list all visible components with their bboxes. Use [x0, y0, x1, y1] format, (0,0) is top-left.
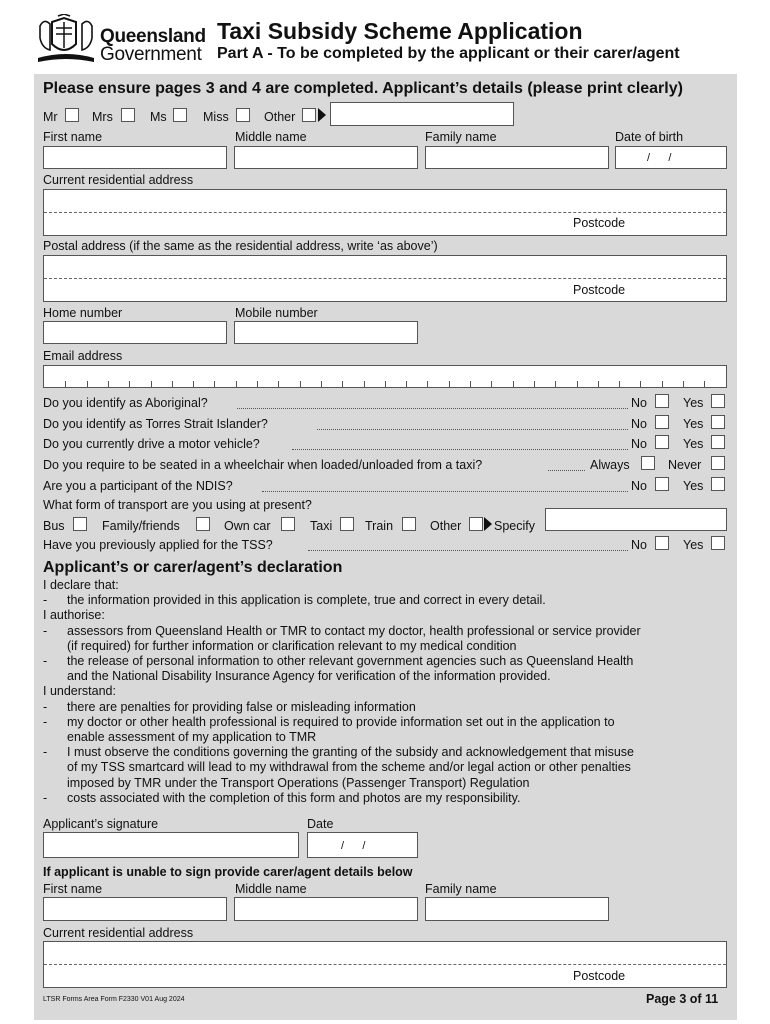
mobile-number-label: Mobile number — [235, 306, 318, 320]
bullet-dash: - — [43, 623, 48, 638]
bullet-dash: - — [43, 714, 48, 729]
carer-family-name-label: Family name — [425, 882, 497, 896]
question-text: Do you identify as Torres Strait Islander? — [43, 417, 268, 431]
title-ms-label: Ms — [150, 110, 167, 124]
option-2-label: Yes — [683, 417, 704, 431]
title-miss-label: Miss — [203, 110, 229, 124]
option-1-checkbox[interactable] — [655, 394, 669, 408]
transport-bus-label: Bus — [43, 519, 65, 533]
email-char-divider — [236, 381, 237, 387]
email-char-divider — [65, 381, 66, 387]
middle-name-input[interactable] — [234, 146, 418, 169]
transport-family-checkbox[interactable] — [196, 517, 210, 531]
question-text: Do you currently drive a motor vehicle? — [43, 437, 260, 451]
first-name-input[interactable] — [43, 146, 227, 169]
email-char-divider — [300, 381, 301, 387]
dotted-leader — [292, 449, 628, 450]
option-2-checkbox[interactable] — [711, 435, 725, 449]
email-char-divider — [427, 381, 428, 387]
signature-label: Applicant’s signature — [43, 817, 159, 831]
understand-item: enable assessment of my application to TMR — [67, 730, 317, 744]
email-char-divider — [87, 381, 88, 387]
residential-postcode-label: Postcode — [573, 216, 626, 230]
arrow-right-icon — [484, 517, 492, 531]
carer-residential-label: Current residential address — [43, 926, 194, 940]
email-char-divider — [342, 381, 343, 387]
option-2-label: Never — [668, 458, 702, 472]
understand-item: costs associated with the completion of this form and photos are my responsibility. — [67, 790, 521, 805]
option-2-checkbox[interactable] — [711, 415, 725, 429]
understand-intro: I understand: — [43, 684, 116, 699]
email-char-divider — [555, 381, 556, 387]
transport-owncar-label: Own car — [224, 519, 271, 533]
bullet-dash: - — [43, 593, 48, 608]
email-char-divider — [449, 381, 450, 387]
transport-question: What form of transport are you using at present? — [43, 498, 312, 512]
question-text: Do you identify as Aboriginal? — [43, 396, 208, 410]
carer-address-divider — [44, 964, 726, 965]
postal-label: Postal address (if the same as the residential address, write ‘as above’) — [43, 239, 438, 253]
authorise-item: assessors from Queensland Health or TMR to contact my doctor, health professional or service provider — [67, 623, 641, 638]
title-other-label: Other — [264, 110, 296, 124]
email-char-divider — [172, 381, 173, 387]
transport-specify-input[interactable] — [545, 508, 727, 531]
carer-postcode-label: Postcode — [573, 969, 626, 983]
home-number-label: Home number — [43, 306, 123, 320]
bullet-dash: - — [43, 699, 48, 714]
email-char-divider — [364, 381, 365, 387]
option-1-label: Always — [590, 458, 630, 472]
option-1-checkbox[interactable] — [655, 415, 669, 429]
transport-bus-checkbox[interactable] — [73, 517, 87, 531]
residential-label: Current residential address — [43, 173, 194, 187]
email-char-divider — [704, 381, 705, 387]
transport-other-checkbox[interactable] — [469, 517, 483, 531]
dob-separators: / / — [647, 152, 672, 164]
declaration-date-separators: / / — [341, 840, 366, 852]
transport-train-checkbox[interactable] — [402, 517, 416, 531]
declare-item: the information provided in this application is complete, true and correct in every detail. — [67, 593, 546, 608]
email-char-divider — [640, 381, 641, 387]
question-text: Do you require to be seated in a wheelchair when loaded/unloaded from a taxi? — [43, 458, 483, 472]
option-2-label: Yes — [683, 396, 704, 410]
signature-input[interactable] — [43, 832, 299, 858]
arrow-right-icon — [318, 108, 326, 122]
postal-postcode-label: Postcode — [573, 283, 626, 297]
bullet-dash: - — [43, 745, 48, 760]
understand-item: I must observe the conditions governing the granting of the subsidy and acknowledgement that misuse — [67, 745, 635, 760]
option-2-checkbox[interactable] — [711, 456, 725, 470]
title-ms-checkbox[interactable] — [173, 108, 187, 122]
email-char-divider — [278, 381, 279, 387]
email-char-divider — [619, 381, 620, 387]
option-1-label: No — [631, 417, 647, 431]
email-char-divider — [470, 381, 471, 387]
form-title: Taxi Subsidy Scheme Application — [217, 18, 583, 44]
title-other-checkbox[interactable] — [302, 108, 316, 122]
transport-owncar-checkbox[interactable] — [281, 517, 295, 531]
dotted-leader — [262, 491, 628, 492]
email-char-divider — [534, 381, 535, 387]
family-name-label: Family name — [425, 130, 497, 144]
understand-item: there are penalties for providing false or misleading information — [67, 699, 416, 714]
postal-divider — [44, 278, 726, 279]
email-char-divider — [385, 381, 386, 387]
email-char-divider — [491, 381, 492, 387]
dotted-leader — [308, 550, 628, 551]
email-char-divider — [193, 381, 194, 387]
transport-taxi-checkbox[interactable] — [340, 517, 354, 531]
email-label: Email address — [43, 349, 123, 363]
option-1-checkbox[interactable] — [655, 435, 669, 449]
option-2-label: Yes — [683, 479, 704, 493]
carer-middle-name-label: Middle name — [235, 882, 307, 896]
title-mr-checkbox[interactable] — [65, 108, 79, 122]
option-1-label: No — [631, 479, 647, 493]
queensland-coat-of-arms-logo — [34, 14, 98, 66]
dob-label: Date of birth — [615, 130, 684, 144]
brand-line-2: Government — [100, 44, 202, 65]
page-number: Page 3 of 11 — [646, 992, 719, 1006]
title-miss-checkbox[interactable] — [236, 108, 250, 122]
previous-applied-question: Have you previously applied for the TSS? — [43, 538, 273, 552]
title-mrs-label: Mrs — [92, 110, 113, 124]
transport-specify-label: Specify — [494, 519, 535, 533]
email-char-divider — [662, 381, 663, 387]
title-mr-label: Mr — [43, 110, 58, 124]
declaration-date-label: Date — [307, 817, 334, 831]
option-2-checkbox[interactable] — [711, 477, 725, 491]
option-2-checkbox[interactable] — [711, 394, 725, 408]
transport-train-label: Train — [365, 519, 394, 533]
form-subtitle: Part A - To be completed by the applicant or their carer/agent — [217, 45, 680, 62]
email-char-divider — [108, 381, 109, 387]
carer-first-name-input[interactable] — [43, 897, 227, 921]
brand-line-1: Queensland — [100, 26, 206, 47]
understand-item: of my TSS smartcard will lead to my withdrawal from the scheme and/or legal action or other penalties — [67, 760, 631, 775]
email-char-divider — [257, 381, 258, 387]
email-char-divider — [683, 381, 684, 387]
middle-name-label: Middle name — [235, 130, 307, 144]
carer-heading: If applicant is unable to sign provide carer/agent details below — [43, 865, 413, 879]
carer-family-name-input[interactable] — [425, 897, 609, 921]
intro-heading: Please ensure pages 3 and 4 are completed. Applicant’s details (please print clearly) — [43, 80, 683, 97]
option-1-label: No — [631, 437, 647, 451]
form-code: LTSR Forms Area Form F2330 V01 Aug 2024 — [43, 996, 185, 1003]
mobile-number-input[interactable] — [234, 321, 418, 344]
email-char-divider — [577, 381, 578, 387]
email-char-divider — [513, 381, 514, 387]
family-name-input[interactable] — [425, 146, 609, 169]
previous-no-label: No — [631, 538, 647, 552]
option-1-label: No — [631, 396, 647, 410]
authorise-item: and the National Disability Insurance Agency for verification of the information provided. — [67, 669, 551, 684]
dotted-leader — [237, 408, 628, 409]
title-mrs-checkbox[interactable] — [121, 108, 135, 122]
email-char-divider — [151, 381, 152, 387]
bullet-dash: - — [43, 790, 48, 805]
option-1-checkbox[interactable] — [641, 456, 655, 470]
title-other-input[interactable] — [330, 102, 514, 126]
option-2-label: Yes — [683, 437, 704, 451]
understand-item: my doctor or other health professional is required to provide information set out in the application to — [67, 714, 615, 729]
transport-other-label: Other — [430, 519, 462, 533]
carer-first-name-label: First name — [43, 882, 103, 896]
carer-middle-name-input[interactable] — [234, 897, 418, 921]
residential-divider — [44, 212, 726, 213]
email-char-divider — [406, 381, 407, 387]
home-number-input[interactable] — [43, 321, 227, 344]
authorise-item: the release of personal information to other relevant government agencies such as Queensland Health — [67, 654, 634, 668]
authorise-item: (if required) for further information or clarification relevant to my medical condition — [67, 638, 517, 653]
email-char-divider — [598, 381, 599, 387]
question-text: Are you a participant of the NDIS? — [43, 479, 233, 493]
previous-no-checkbox[interactable] — [655, 536, 669, 550]
option-1-checkbox[interactable] — [655, 477, 669, 491]
transport-family-label: Family/friends — [102, 519, 180, 533]
transport-taxi-label: Taxi — [310, 519, 333, 533]
declare-intro: I declare that: — [43, 578, 119, 592]
email-char-divider — [321, 381, 322, 387]
first-name-label: First name — [43, 130, 103, 144]
email-input[interactable] — [43, 365, 727, 388]
dotted-leader — [317, 429, 628, 430]
email-char-divider — [129, 381, 130, 387]
previous-yes-label: Yes — [683, 538, 704, 552]
authorise-intro: I authorise: — [43, 608, 105, 623]
bullet-dash: - — [43, 654, 48, 668]
dotted-leader — [548, 470, 585, 471]
email-char-divider — [214, 381, 215, 387]
declaration-heading: Applicant’s or carer/agent’s declaration — [43, 559, 343, 576]
previous-yes-checkbox[interactable] — [711, 536, 725, 550]
understand-item: imposed by TMR under the Transport Operations (Passenger Transport) Regulation — [67, 775, 530, 790]
